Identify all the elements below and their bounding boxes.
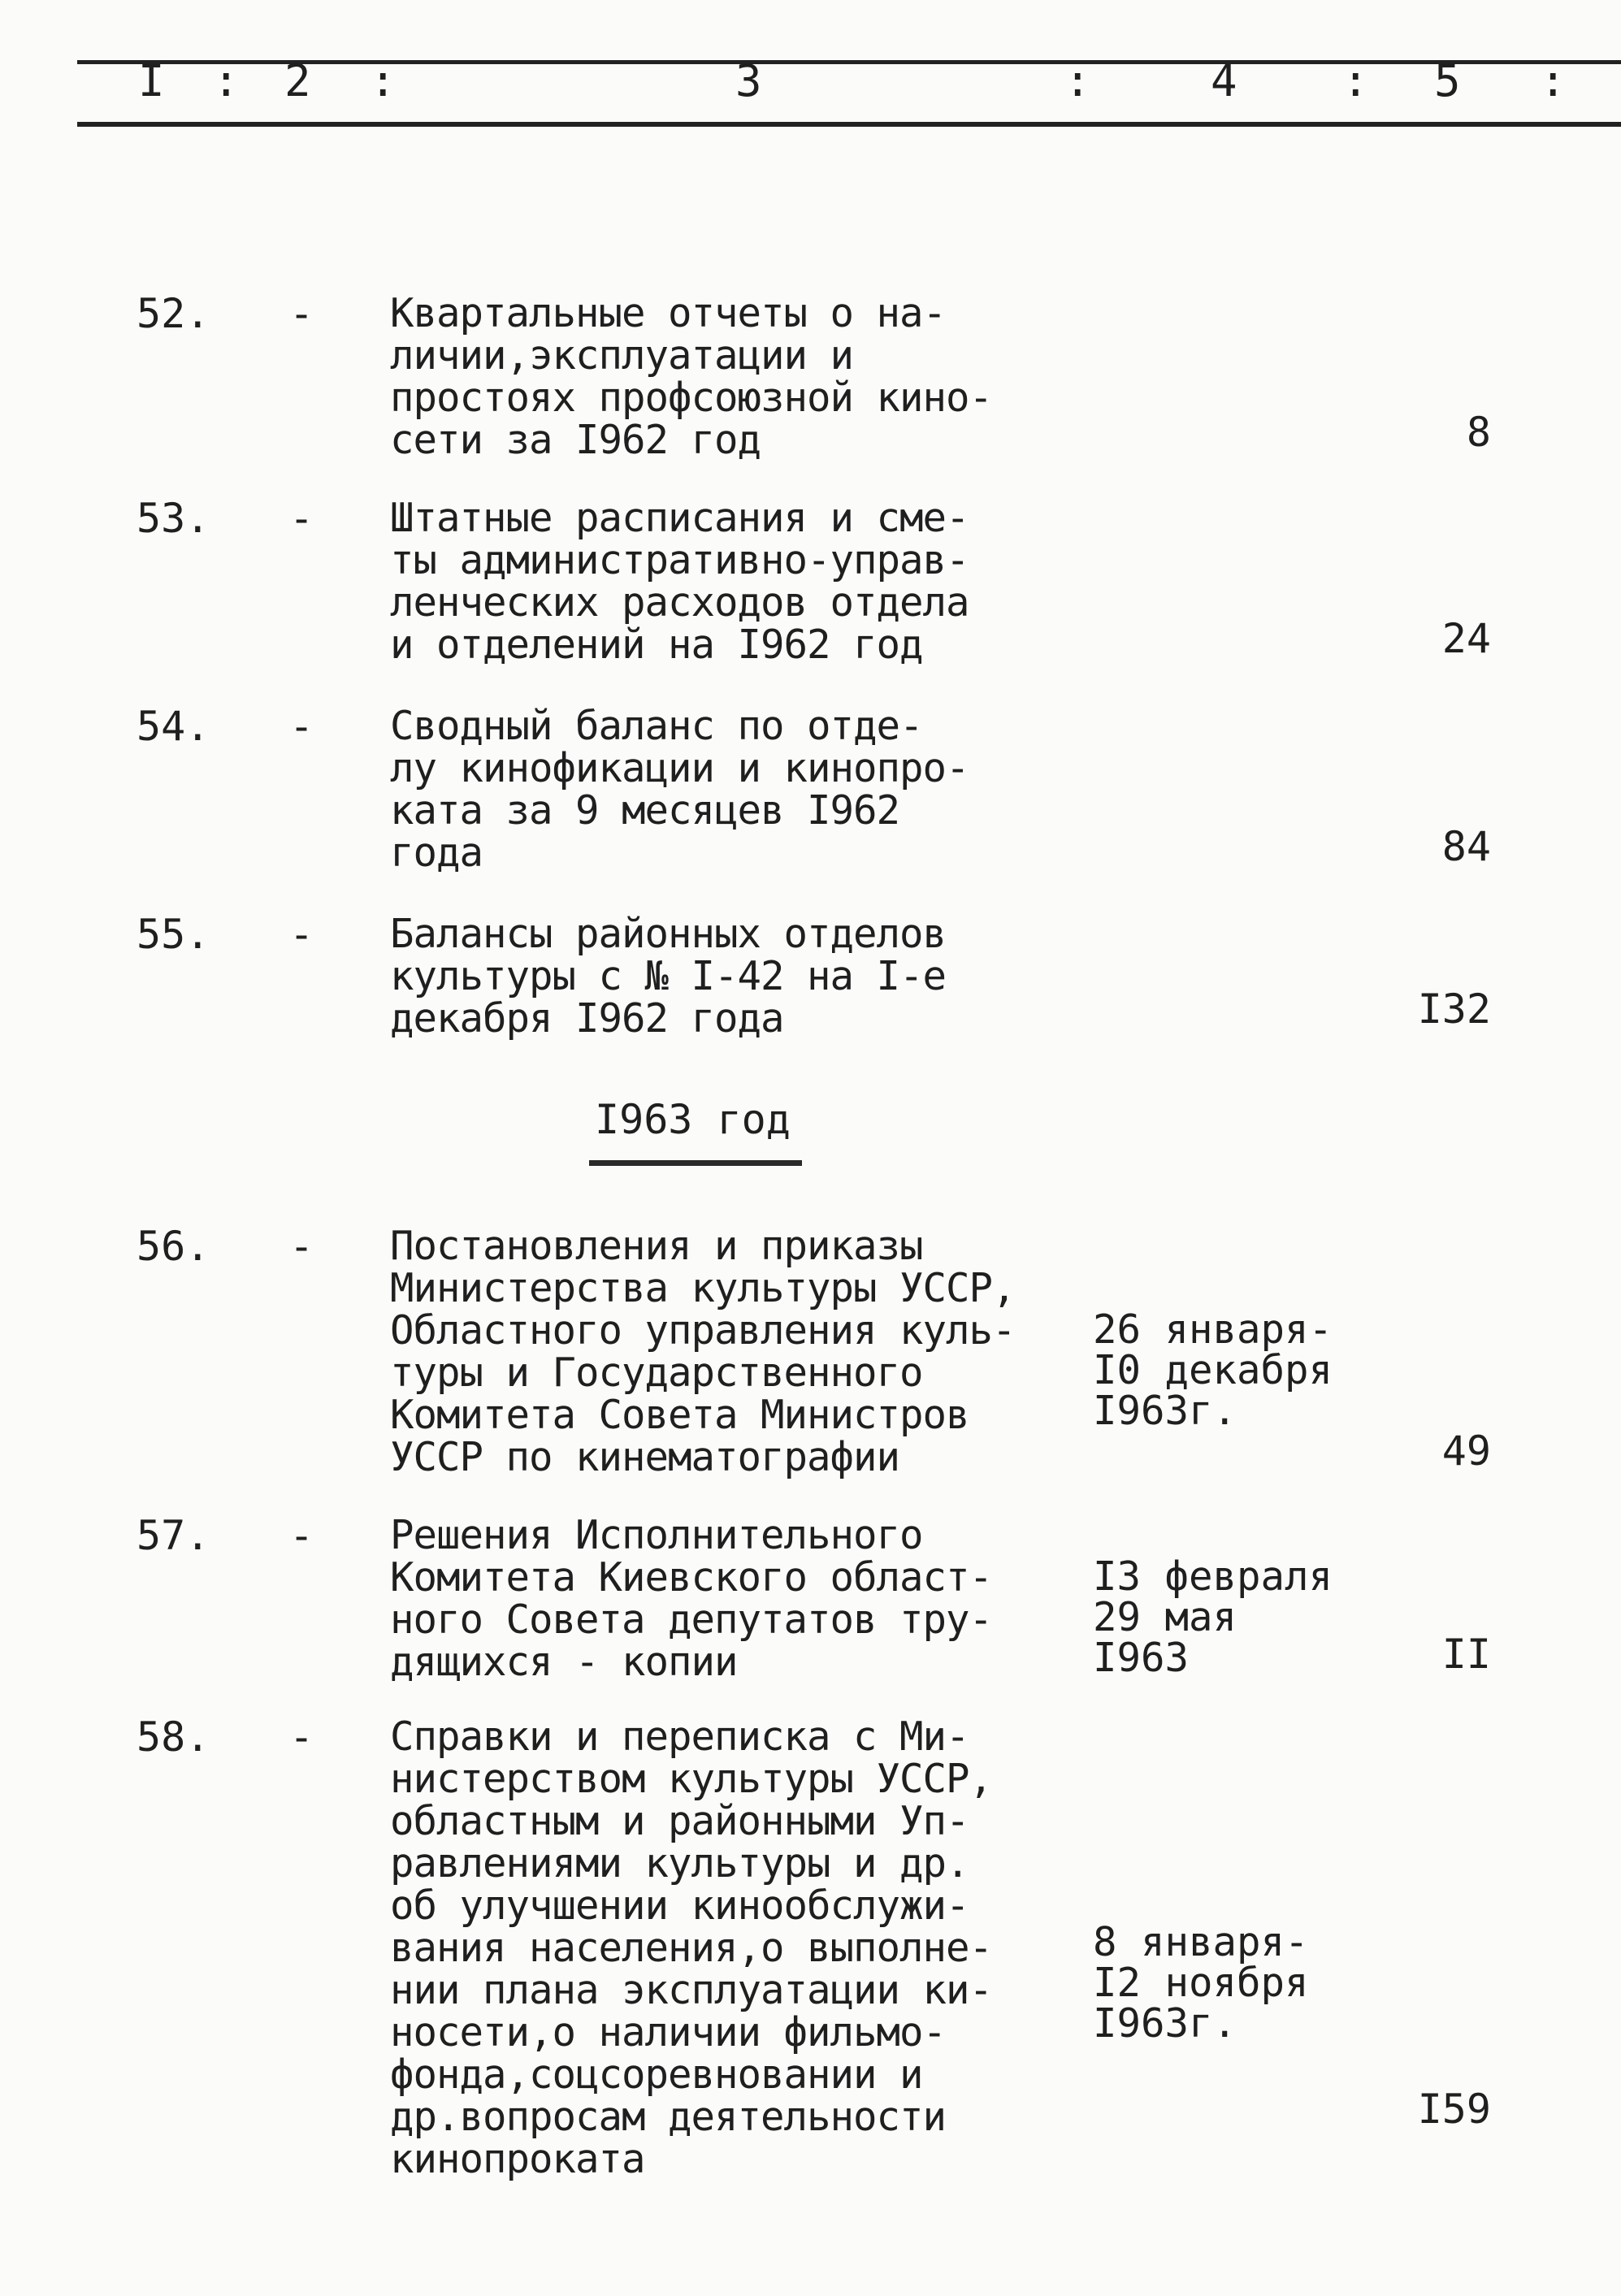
entry-title: Штатные расписания и сме- ты административно-управ- ленческих расходов отдела и отделений на I962 год (390, 495, 969, 668)
header-bottom-rule (77, 122, 1621, 127)
entry-dash: - (289, 1223, 314, 1270)
entry-number: 57. (137, 1512, 210, 1559)
header-separator: : (213, 55, 240, 106)
entry-dash: - (289, 495, 314, 542)
entry-title: Сводный баланс по отде- лу кинофикации и кинопро- ката за 9 месяцев I962 года (390, 703, 969, 876)
entry-number: 58. (137, 1713, 210, 1761)
year-heading-underline (589, 1160, 802, 1166)
header-separator: : (1540, 55, 1567, 106)
entry-number: 53. (137, 495, 210, 542)
entry-dash: - (289, 1713, 314, 1761)
entry-dash: - (289, 703, 314, 750)
entry-number: 56. (137, 1223, 210, 1270)
entry-sheet-count: I59 (1417, 2086, 1491, 2133)
header-col-3: 3 (735, 55, 762, 106)
header-separator: : (1064, 55, 1091, 106)
entry-number: 52. (137, 290, 210, 337)
header-col-5: 5 (1434, 55, 1461, 106)
header-separator: : (1342, 55, 1369, 106)
entry-number: 55. (137, 911, 210, 958)
entry-date-range: 26 января- I0 декабря I963г. (1093, 1306, 1333, 1434)
entry-sheet-count: 84 (1441, 823, 1491, 870)
entry-sheet-count: 49 (1441, 1427, 1491, 1475)
entry-dash: - (289, 1512, 314, 1559)
entry-sheet-count: I32 (1417, 986, 1491, 1033)
year-heading: I963 год (595, 1096, 791, 1143)
header-col-1: I (138, 55, 165, 106)
entry-title: Справки и переписка с Ми- нистерством культуры УССР, областным и районными Уп- равлениями культуры и др. об улучшении кинообслужи- вания населения,о выполне- нии плана эксплуатации ки- носети,о наличии фильмо- фонда,соцсоревновании и др.вопросам деятельности кинопроката (390, 1713, 993, 2182)
entry-date-range: I3 февраля 29 мая I963 (1093, 1553, 1333, 1681)
entry-title: Решения Исполнительного Комитета Киевского област- ного Совета депутатов тру- дящихся - копии (390, 1512, 993, 1685)
entry-title: Квартальные отчеты о на- личии,эксплуатации и простоях профсоюзной кино- сети за I962 год (390, 290, 993, 463)
entry-title: Балансы районных отделов культуры с № I-42 на I-е декабря I962 года (390, 911, 947, 1042)
header-col-4: 4 (1211, 55, 1237, 106)
entry-sheet-count: 24 (1441, 615, 1491, 662)
entry-number: 54. (137, 703, 210, 750)
header-col-2: 2 (284, 55, 311, 106)
entry-sheet-count: II (1441, 1631, 1491, 1678)
entry-date-range: 8 января- I2 ноября I963г. (1093, 1919, 1309, 2047)
entry-dash: - (289, 290, 314, 337)
entry-title: Постановления и приказы Министерства культуры УССР, Областного управления куль- туры и Государственного Комитета Совета Министров УССР по кинематографии (390, 1223, 1016, 1480)
header-separator: : (370, 55, 397, 106)
entry-dash: - (289, 911, 314, 958)
entry-sheet-count: 8 (1466, 409, 1491, 456)
